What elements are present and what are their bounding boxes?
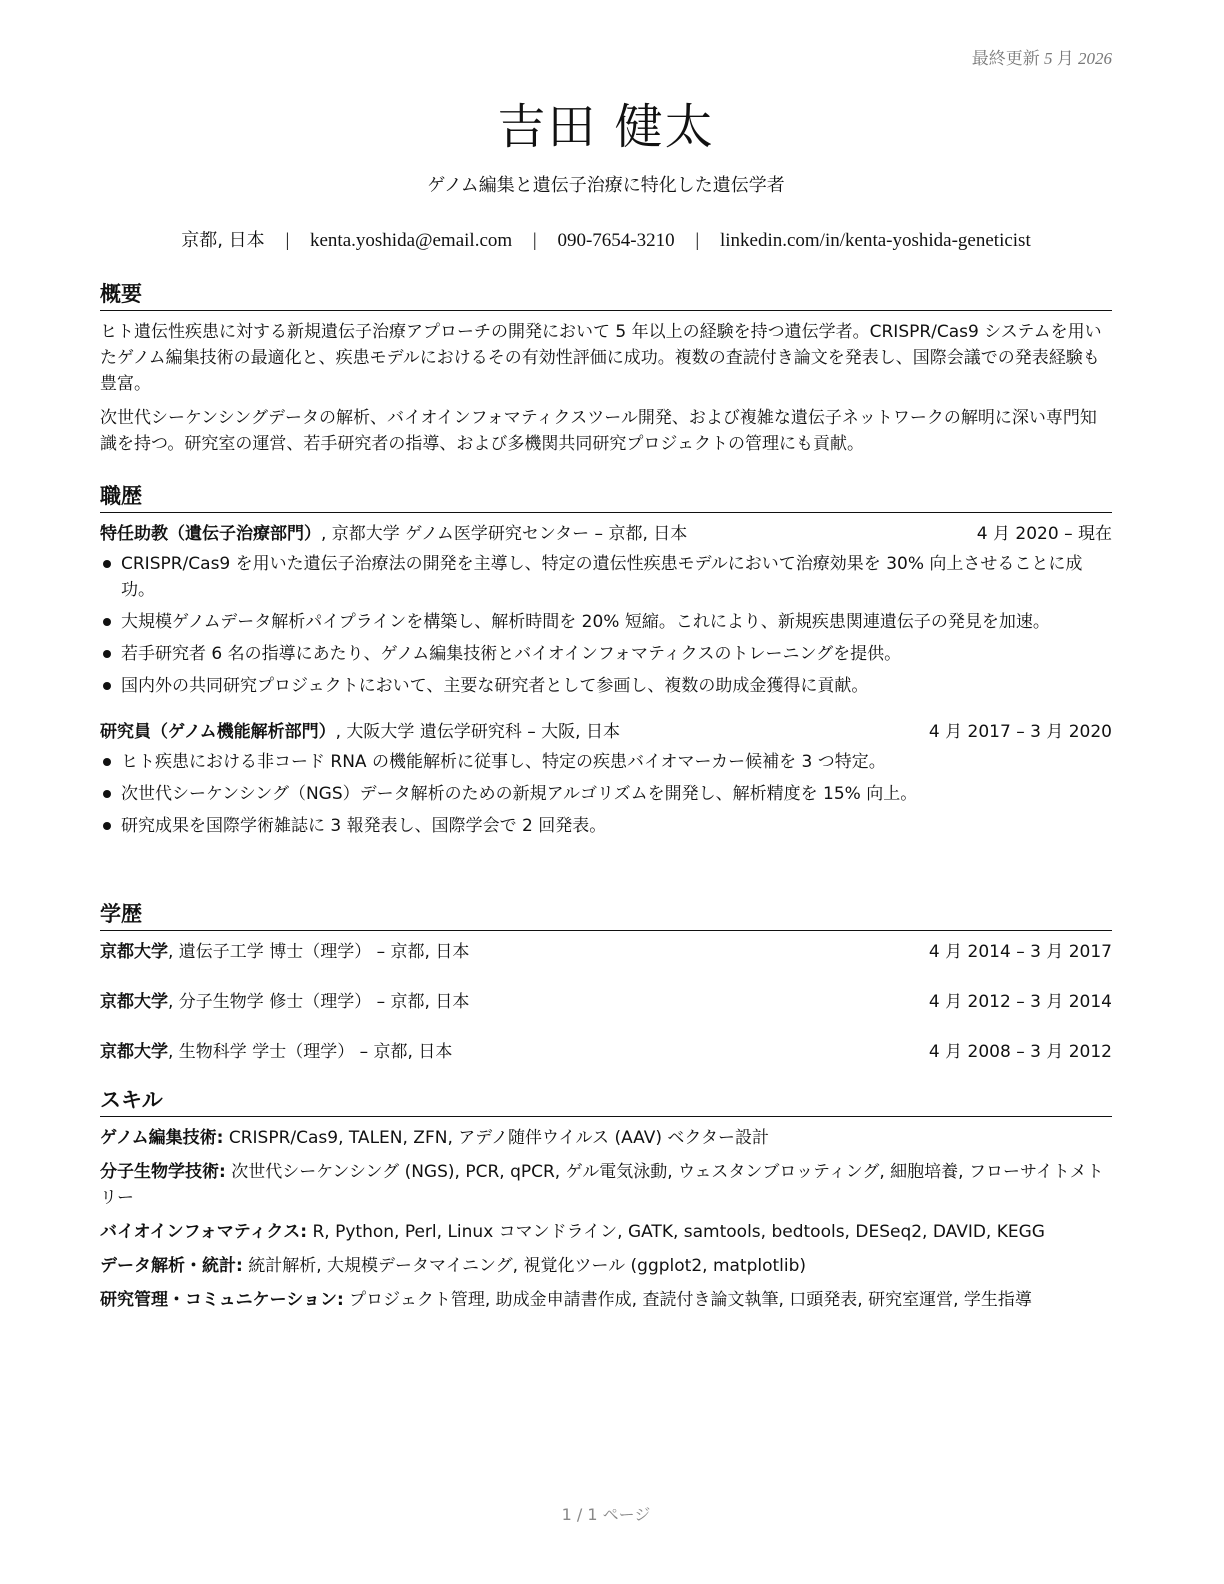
last-updated-month-unit: 月 [1056, 49, 1074, 68]
job-entry [100, 719, 1112, 839]
job-role-org [100, 719, 620, 745]
education-section [100, 898, 1112, 1089]
skill-value: プロジェクト管理, 助成金申請書作成, 査読付き論文執筆, 口頭発表, 研究室運営, 学生指導 [343, 1290, 1032, 1310]
section-title-experience: 職歴 [100, 480, 1112, 513]
summary-section [100, 278, 1112, 465]
skill-entry [100, 1253, 1112, 1279]
skill-value: 統計解析, 大規模データマイニング, 視覚化ツール (ggplot2, matplotlib) [242, 1256, 807, 1276]
skill-label: 研究管理・コミュニケーション: [100, 1290, 344, 1310]
education-school: 京都大学 [100, 942, 168, 962]
bullet-text: 若手研究者 6 名の指導にあたり、ゲノム編集技術とバイオインフォマティクスのトレーニングを提供。 [121, 644, 902, 664]
job-header [100, 719, 1112, 745]
education-dates: 4 月 2008 – 3 月 2012 [928, 1042, 1112, 1062]
bullet-text: ヒト疾患における非コード RNA の機能解析に従事し、特定の疾患バイオマーカー候補を 3 つ特定。 [121, 752, 886, 772]
job-entry [100, 521, 1112, 699]
education-entry [100, 1039, 1112, 1065]
skill-entry [100, 1287, 1112, 1313]
section-title-skills: スキル [100, 1084, 1112, 1117]
education-school: 京都大学 [100, 992, 168, 1012]
last-updated [972, 44, 1112, 69]
resume-page [100, 0, 1112, 1584]
last-updated-year: 2026 [1078, 49, 1112, 68]
skill-value: CRISPR/Cas9, TALEN, ZFN, アデノ随伴ウイルス (AAV) ベクター設計 [223, 1128, 770, 1148]
page-number: 1 / 1 ページ [561, 1505, 651, 1524]
contact-location: 京都, 日本 [181, 230, 265, 251]
job-org: , 大阪大学 遺伝学研究科 – 大阪, 日本 [335, 722, 620, 742]
bullet-icon [103, 822, 111, 830]
contact-line [100, 226, 1112, 252]
skills-section [100, 1084, 1112, 1321]
bullet-icon [103, 682, 111, 690]
bullet-icon [103, 618, 111, 626]
skill-entry [100, 1125, 1112, 1151]
education-entry [100, 939, 1112, 965]
list-item [100, 813, 1112, 839]
skill-value: R, Python, Perl, Linux コマンドライン, GATK, samtools, bedtools, DESeq2, DAVID, KEGG [307, 1222, 1045, 1242]
list-item [100, 551, 1112, 603]
list-item [100, 641, 1112, 667]
education-dates: 4 月 2014 – 3 月 2017 [928, 942, 1112, 962]
job-title: 研究員（ゲノム機能解析部門） [100, 722, 336, 742]
job-bullets [100, 551, 1112, 699]
bullet-icon [103, 758, 111, 766]
candidate-name: 吉田 健太 [497, 99, 715, 155]
skill-value: 次世代シーケンシング (NGS), PCR, qPCR, ゲル電気泳動, ウェスタンブロッティング, 細胞培養, フローサイトメトリー [100, 1162, 1104, 1208]
bullet-icon [103, 650, 111, 658]
job-bullets [100, 749, 1112, 839]
bullet-text: 大規模ゲノムデータ解析パイプラインを構築し、解析時間を 20% 短縮。これにより、新規疾患関連遺伝子の発見を加速。 [121, 612, 1050, 632]
section-title-education: 学歴 [100, 898, 1112, 931]
list-item [100, 749, 1112, 775]
contact-email[interactable]: kenta.yoshida@email.com [310, 230, 513, 251]
bullet-icon [103, 790, 111, 798]
last-updated-label: 最終更新 [971, 49, 1040, 68]
job-header [100, 521, 1112, 547]
contact-linkedin[interactable]: linkedin.com/in/kenta-yoshida-geneticist [719, 230, 1031, 251]
education-detail: , 分子生物学 修士（理学） – 京都, 日本 [168, 992, 470, 1012]
job-title: 特任助教（遺伝子治療部門） [100, 524, 321, 544]
contact-separator: | [695, 230, 700, 251]
education-detail: , 遺伝子工学 博士（理学） – 京都, 日本 [168, 942, 470, 962]
bullet-text: 国内外の共同研究プロジェクトにおいて、主要な研究者として参画し、複数の助成金獲得に貢献。 [121, 676, 869, 696]
job-dates: 4 月 2017 – 3 月 2020 [928, 722, 1112, 742]
list-item [100, 609, 1112, 635]
job-org: , 京都大学 ゲノム医学研究センター – 京都, 日本 [321, 524, 688, 544]
skill-label: データ解析・統計: [100, 1256, 243, 1276]
bullet-text: CRISPR/Cas9 を用いた遺伝子治療法の開発を主導し、特定の遺伝性疾患モデルにおいて治療効果を 30% 向上させることに成功。 [121, 554, 1083, 600]
bullet-text: 研究成果を国際学術雑誌に 3 報発表し、国際学会で 2 回発表。 [121, 816, 607, 836]
education-detail: , 生物科学 学士（理学） – 京都, 日本 [168, 1042, 453, 1062]
contact-separator: | [532, 230, 537, 251]
job-dates: 4 月 2020 – 現在 [976, 524, 1112, 544]
experience-section [100, 480, 1112, 845]
candidate-headline: ゲノム編集と遺伝子治療に特化した遺伝学者 [427, 175, 785, 196]
education-entry [100, 989, 1112, 1015]
job-role-org [100, 521, 687, 547]
education-dates: 4 月 2012 – 3 月 2014 [928, 992, 1112, 1012]
skill-entry [100, 1219, 1112, 1245]
skill-entry [100, 1159, 1112, 1211]
bullet-icon [103, 560, 111, 568]
contact-separator: | [285, 230, 290, 251]
education-degree [100, 1039, 452, 1065]
skill-label: ゲノム編集技術: [100, 1128, 224, 1148]
education-school: 京都大学 [100, 1042, 168, 1062]
summary-paragraph: 次世代シーケンシングデータの解析、バイオインフォマティクスツール開発、および複雑な遺伝子ネットワークの解明に深い専門知識を持つ。研究室の運営、若手研究者の指導、および多機関共同研究プロジェクトの管理にも貢献。 [100, 408, 1097, 454]
bullet-text: 次世代シーケンシング（NGS）データ解析のための新規アルゴリズムを開発し、解析精度を 15% 向上。 [121, 784, 918, 804]
section-title-summary: 概要 [100, 278, 1112, 311]
contact-phone[interactable]: 090-7654-3210 [557, 230, 675, 251]
list-item [100, 673, 1112, 699]
education-degree [100, 989, 469, 1015]
list-item [100, 781, 1112, 807]
last-updated-month: 5 [1044, 49, 1053, 68]
summary-paragraph: ヒト遺伝性疾患に対する新規遺伝子治療アプローチの開発において 5 年以上の経験を持つ遺伝学者。CRISPR/Cas9 システムを用いたゲノム編集技術の最適化と、疾患モデルにおけるその有効性評価に成功。複数の査読付き論文を発表し、国際会議での発表経験も豊富。 [100, 322, 1102, 394]
education-degree [100, 939, 469, 965]
skill-label: 分子生物学技術: [100, 1162, 226, 1182]
skill-label: バイオインフォマティクス: [100, 1222, 308, 1242]
